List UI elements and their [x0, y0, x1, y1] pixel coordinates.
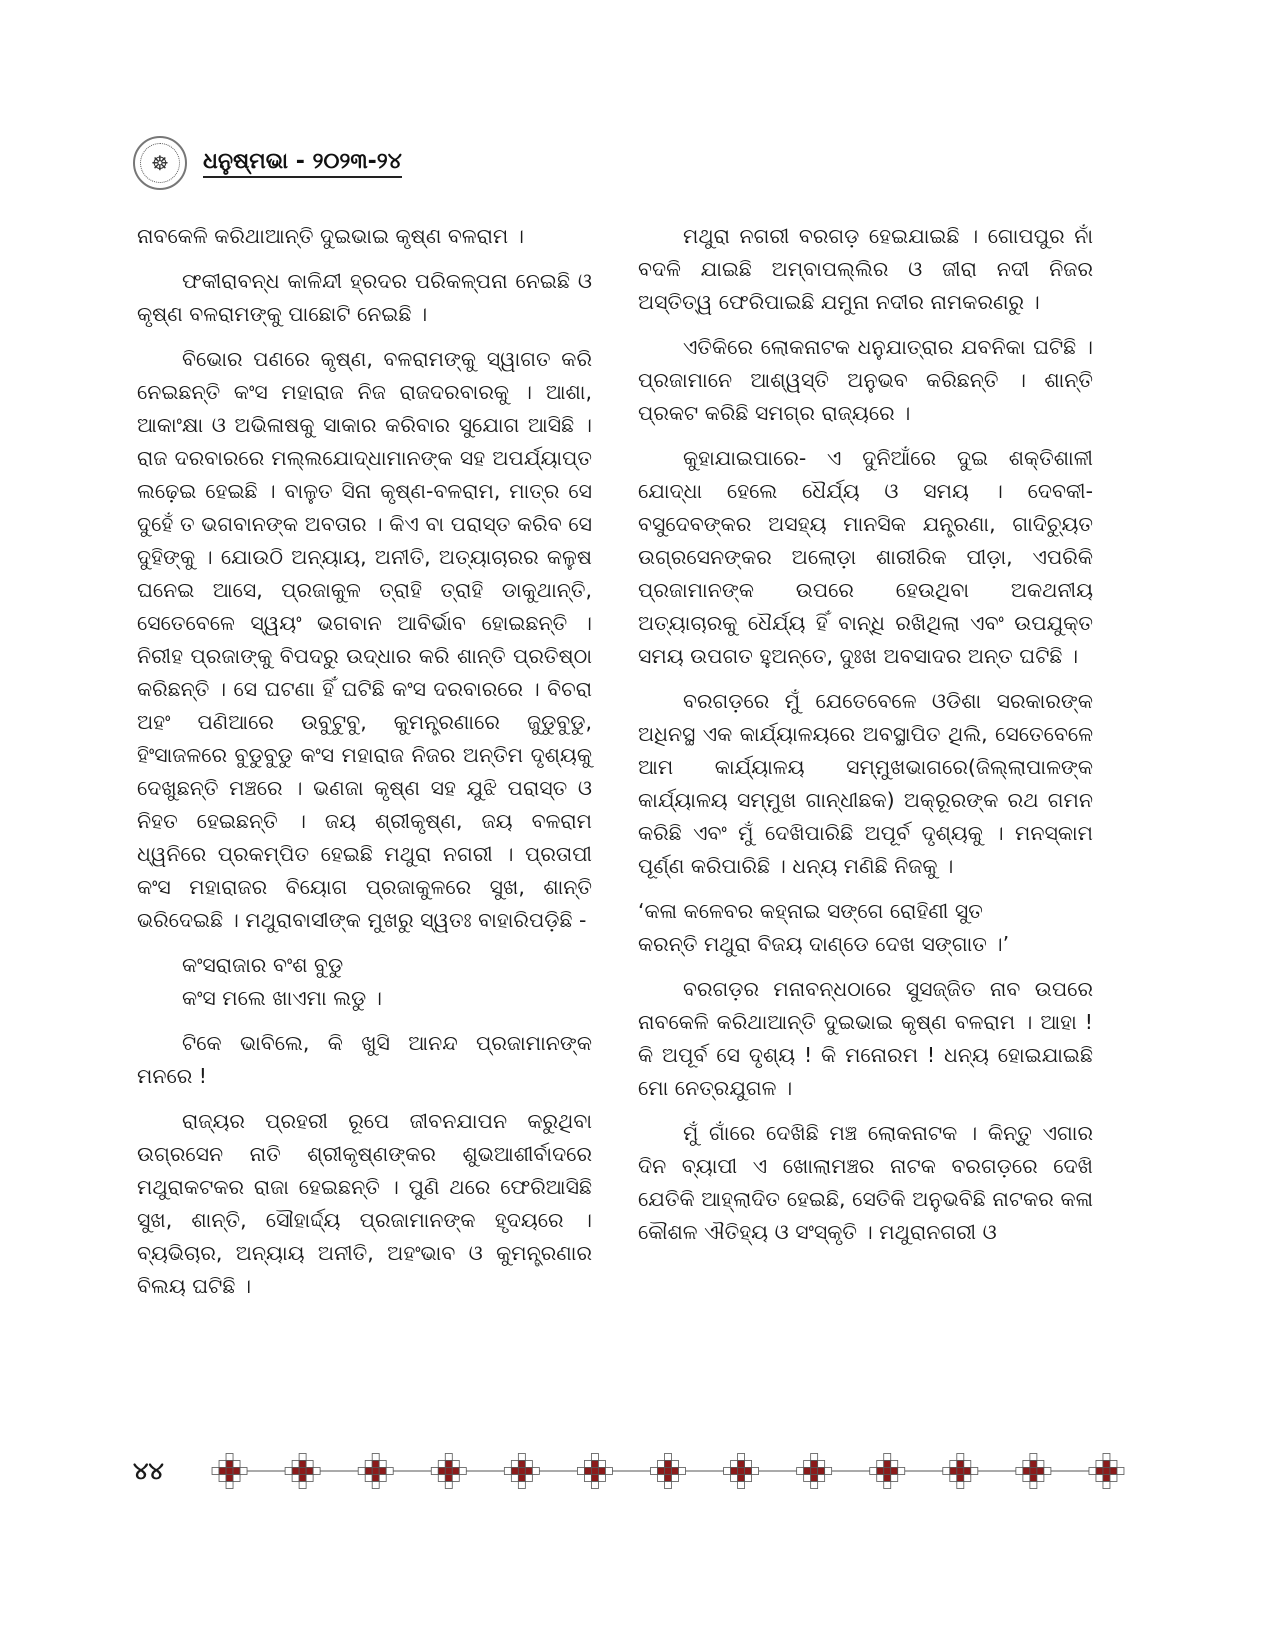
page-number: ୪୪: [133, 1457, 164, 1485]
paragraph: ବିଭୋର ପଣରେ କୃଷ୍ଣ, ବଳରାମଙ୍କୁ ସ୍ୱାଗତ କରି ନେଇଛନ୍ତି କଂସ ମହାରାଜ ନିଜ ରାଜଦରବାରକୁ । ଆଶା, ଆକାଂକ୍ଷା ଓ ଅଭିଳାଷକୁ ସାକାର କରିବାର ସୁଯୋଗ ଆସିଛି । ରାଜ ଦରବାରରେ ମଲ୍ଲଯୋଦ୍ଧାମାନଙ୍କ ସହ ଅପର୍ଯ୍ୟାପ୍ତ ଲଢ଼େଇ ହେଇଛି । ବାଳୁତ ସିନା କୃଷ୍ଣ-ବଳରାମ, ମାତ୍ର ସେ ଦୁହେଁ ତ ଭଗବାନଙ୍କ ଅବତାର । କିଏ ବା ପରାସ୍ତ କରିବ ସେ ଦୁହିଙ୍କୁ । ଯୋଉଠି ଅନ୍ୟାୟ, ଅନୀତି, ଅତ୍ୟାଚାରର କଳୁଷ ଘନେଇ ଆସେ, ପ୍ରଜାକୁଳ ତ୍ରାହି ତ୍ରାହି ଡାକୁଥାନ୍ତି, ସେତେବେଳେ ସ୍ୱୟଂ ଭଗବାନ ଆବିର୍ଭାବ ହୋଇଛନ୍ତି । ନିରୀହ ପ୍ରଜାଙ୍କୁ ବିପଦରୁ ଉଦ୍ଧାର କରି ଶାନ୍ତି ପ୍ରତିଷ୍ଠା କରିଛନ୍ତି । ସେ ଘଟଣା ହିଁ ଘଟିଛି କଂସ ଦରବାରରେ । ବିଚରା ଅହଂ ପଣିଆରେ ଉବୁଟୁବୁ, କୁମନ୍ତ୍ରଣାରେ ଜୁଡୁବୁଡୁ, ହିଂସାଜଳରେ ବୁଡୁବୁଡୁ କଂସ ମହାରାଜ ନିଜର ଅନ୍ତିମ ଦୃଶ୍ୟକୁ ଦେଖୁଛନ୍ତି ମଞ୍ଚରେ । ଭଣଜା କୃଷ୍ଣ ସହ ଯୁଝି ପରାସ୍ତ ଓ ନିହତ ହେଇଛନ୍ତି । ଜୟ ଶ୍ରୀକୃଷ୍ଣ, ଜୟ ବଳରାମ ଧ୍ୱନିରେ ପ୍ରକମ୍ପିତ ହେଇଛି ମଥୁରା ନଗରୀ । ପ୍ରତାପୀ କଂସ ମହାରାଜର ବିୟୋଗ ପ୍ରଜାକୁଳରେ ସୁଖ, ଶାନ୍ତି ଭରିଦେଇଛି । ମଥୁରାବାସୀଙ୍କ ମୁଖରୁ ସ୍ୱତଃ ବାହାରିପଡ଼ିଛି -: [137, 347, 592, 932]
motif-icon: [797, 1454, 832, 1489]
paragraph: କୁହାଯାଇପାରେ- ଏ ଦୁନିଆଁରେ ଦୁଇ ଶକ୍ତିଶାଳୀ ଯୋଦ୍ଧା ହେଲେ ଧୈର୍ଯ୍ୟ ଓ ସମୟ । ଦେବକୀ-ବସୁଦେବଙ୍କର ଅସହ୍ୟ ମାନସିକ ଯନ୍ତ୍ରଣା, ଗାଦିଚ୍ୟୁତ ଉଗ୍ରସେନଙ୍କର ଅଲୋଡ଼ା ଶାରୀରିକ ପୀଡ଼ା, ଏପରିକି ପ୍ରଜାମାନଙ୍କ ଉପରେ ହେଉଥିବା ଅକଥନୀୟ ଅତ୍ୟାଚାରକୁ ଧୈର୍ଯ୍ୟ ହିଁ ବାନ୍ଧି ରଖିଥିଲା ଏବଂ ଉପଯୁକ୍ତ ସମୟ ଉପଗତ ହୁଅନ୍ତେ, ଦୁଃଖ ଅବସାଦର ଅନ୍ତ ଘଟିଛି ।: [638, 446, 1093, 668]
quote-line: କରନ୍ତି ମଥୁରା ବିଜୟ ଦାଣ୍ଡେ ଦେଖ ସଙ୍ଗାତ ।’: [638, 932, 1010, 956]
motif-icon: [504, 1454, 539, 1489]
paragraph: ବରଗଡ଼ରେ ମୁଁ ଯେତେବେଳେ ଓଡିଶା ସରକାରଙ୍କ ଅଧିନସ୍ଥ ଏକ କାର୍ଯ୍ୟାଳୟରେ ଅବସ୍ଥାପିତ ଥିଲି, ସେତେବେଳେ ଆମ କାର୍ଯ୍ୟାଳୟ ସମ୍ମୁଖଭାଗରେ(ଜିଲ୍ଲାପାଳଙ୍କ କାର୍ଯ୍ୟାଳୟ ସମ୍ମୁଖ ଗାନ୍ଧୀଛକ) ଅକ୍ରୂରଙ୍କ ରଥ ଗମନ କରିଛି ଏବଂ ମୁଁ ଦେଖିପାରିଛି ଅପୂର୍ବ ଦୃଶ୍ୟକୁ । ମନସ୍କାମ ପୂର୍ଣ୍ଣ କରିପାରିଛି । ଧନ୍ୟ ମଣିଛି ନିଜକୁ ।: [638, 689, 1093, 878]
page-header: [133, 133, 402, 193]
emblem-logo-icon: [133, 136, 187, 190]
left-column: [137, 220, 592, 1315]
paragraph: ଟିକେ ଭାବିଲେ, କି ଖୁସି ଆନନ୍ଦ ପ୍ରଜାମାନଙ୍କ ମନରେ !: [137, 1031, 592, 1088]
paragraph: ମୁଁ ଗାଁରେ ଦେଖିଛି ମଞ୍ଚ ଲୋକନାଟକ । କିନ୍ତୁ ଏଗାର ଦିନ ବ୍ୟାପୀ ଏ ଖୋଲାମଞ୍ଚର ନାଟକ ବରଗଡ଼ରେ ଦେଖି ଯେତିକି ଆହ୍ଲାଦିତ ହେଇଛି, ସେତିକି ଅନୁଭବିଛି ନାଟକର କଳା କୌଶଳ ଐତିହ୍ୟ ଓ ସଂସ୍କୃତି । ମଥୁରାନଗରୀ ଓ: [638, 1121, 1093, 1244]
motif-icon: [431, 1454, 466, 1489]
motif-icon: [212, 1454, 247, 1489]
paragraph: ବରଗଡ଼ର ମନାବନ୍ଧଠାରେ ସୁସଜ୍ଜିତ ନାବ ଉପରେ ନାବକେଳି କରିଥାଆନ୍ତି ଦୁଇଭାଇ କୃଷ୍ଣ ବଳରାମ । ଆହା ! କି ଅପୂର୍ବ ସେ ଦୃଶ୍ୟ ! କି ମନୋରମ ! ଧନ୍ୟ ହୋଇଯାଇଛି ମୋ ନେତ୍ରଯୁଗଳ ।: [638, 977, 1093, 1100]
paragraph: ନାବକେଳି କରିଥାଆନ୍ତି ଦୁଇଭାଇ କୃଷ୍ଣ ବଳରାମ ।: [137, 224, 524, 248]
paragraph: ଫକୀରାବନ୍ଧ କାଳିନ୍ଦୀ ହ୍ରଦର ପରିକଳ୍ପନା ନେଇଛି ଓ କୃଷ୍ଣ ବଳରାମଙ୍କୁ ପାଛୋଟି ନେଇଛି ।: [137, 269, 592, 326]
motif-icon: [651, 1454, 686, 1489]
motif-icon: [1089, 1454, 1124, 1489]
verse: [182, 949, 592, 1015]
right-column: [638, 220, 1093, 1261]
motif-icon: [577, 1454, 612, 1489]
paragraph: ଏତିକିରେ ଲୋକନାଟକ ଧନୁଯାତ୍ରାର ଯବନିକା ଘଟିଛି । ପ୍ରଜାମାନେ ଆଶ୍ୱସ୍ତି ଅନୁଭବ କରିଛନ୍ତି । ଶାନ୍ତି ପ୍ରକଟ କରିଛି ସମଗ୍ର ରାଜ୍ୟରେ ।: [638, 335, 1093, 425]
header-title: ଧନୁଷ୍ମଭା - ୨୦୨୩-୨୪: [203, 149, 402, 178]
emblem-figure-icon: ☸: [151, 151, 169, 175]
motif-icon: [1016, 1454, 1051, 1489]
motif-icon: [943, 1454, 978, 1489]
motif-icon: [870, 1454, 905, 1489]
verse-line: କଂସରାଜାର ବଂଶ ବୁଡୁ: [182, 953, 344, 977]
paragraph: ମଥୁରା ନଗରୀ ବରଗଡ଼ ହେଇଯାଇଛି । ଗୋପପୁର ନାଁ ବଦଳି ଯାଇଛି ଅମ୍ବାପଲ୍ଲିର ଓ ଜୀରା ନଦୀ ନିଜର ଅସ୍ତିତ୍ୱ ଫେରିପାଇଛି ଯମୁନା ନଦୀର ନାମକରଣରୁ ।: [638, 224, 1093, 314]
quote-line: ‘କଳା କଳେବର କହ୍ନାଇ ସଙ୍ଗେ ରୋହିଣୀ ସୁତ: [638, 899, 983, 923]
page-footer: [133, 1448, 1143, 1494]
motif-icon: [358, 1454, 393, 1489]
verse-line: କଂସ ମଲେ ଖାଏମା ଲଡୁ ।: [182, 986, 382, 1010]
quote: [638, 895, 1093, 961]
decorative-border-icon: [193, 1448, 1143, 1494]
motif-icon: [724, 1454, 759, 1489]
motif-icon: [285, 1454, 320, 1489]
paragraph: ରାଜ୍ୟର ପ୍ରହରୀ ରୂପେ ଜୀବନଯାପନ କରୁଥିବା ଉଗ୍ରସେନ ନାତି ଶ୍ରୀକୃଷ୍ଣଙ୍କର ଶୁଭଆଶୀର୍ବାଦରେ ମଥୁରାକଟକର ରାଜା ହେଇଛନ୍ତି । ପୁଣି ଥରେ ଫେରିଆସିଛି ସୁଖ, ଶାନ୍ତି, ସୌହାର୍ଦ୍ଦ୍ୟ ପ୍ରଜାମାନଙ୍କ ହୃଦୟରେ । ବ୍ୟଭିଚାର, ଅନ୍ୟାୟ ଅନୀତି, ଅହଂଭାବ ଓ କୁମନ୍ତ୍ରଣାର ବିଲୟ ଘଟିଛି ।: [137, 1109, 592, 1298]
